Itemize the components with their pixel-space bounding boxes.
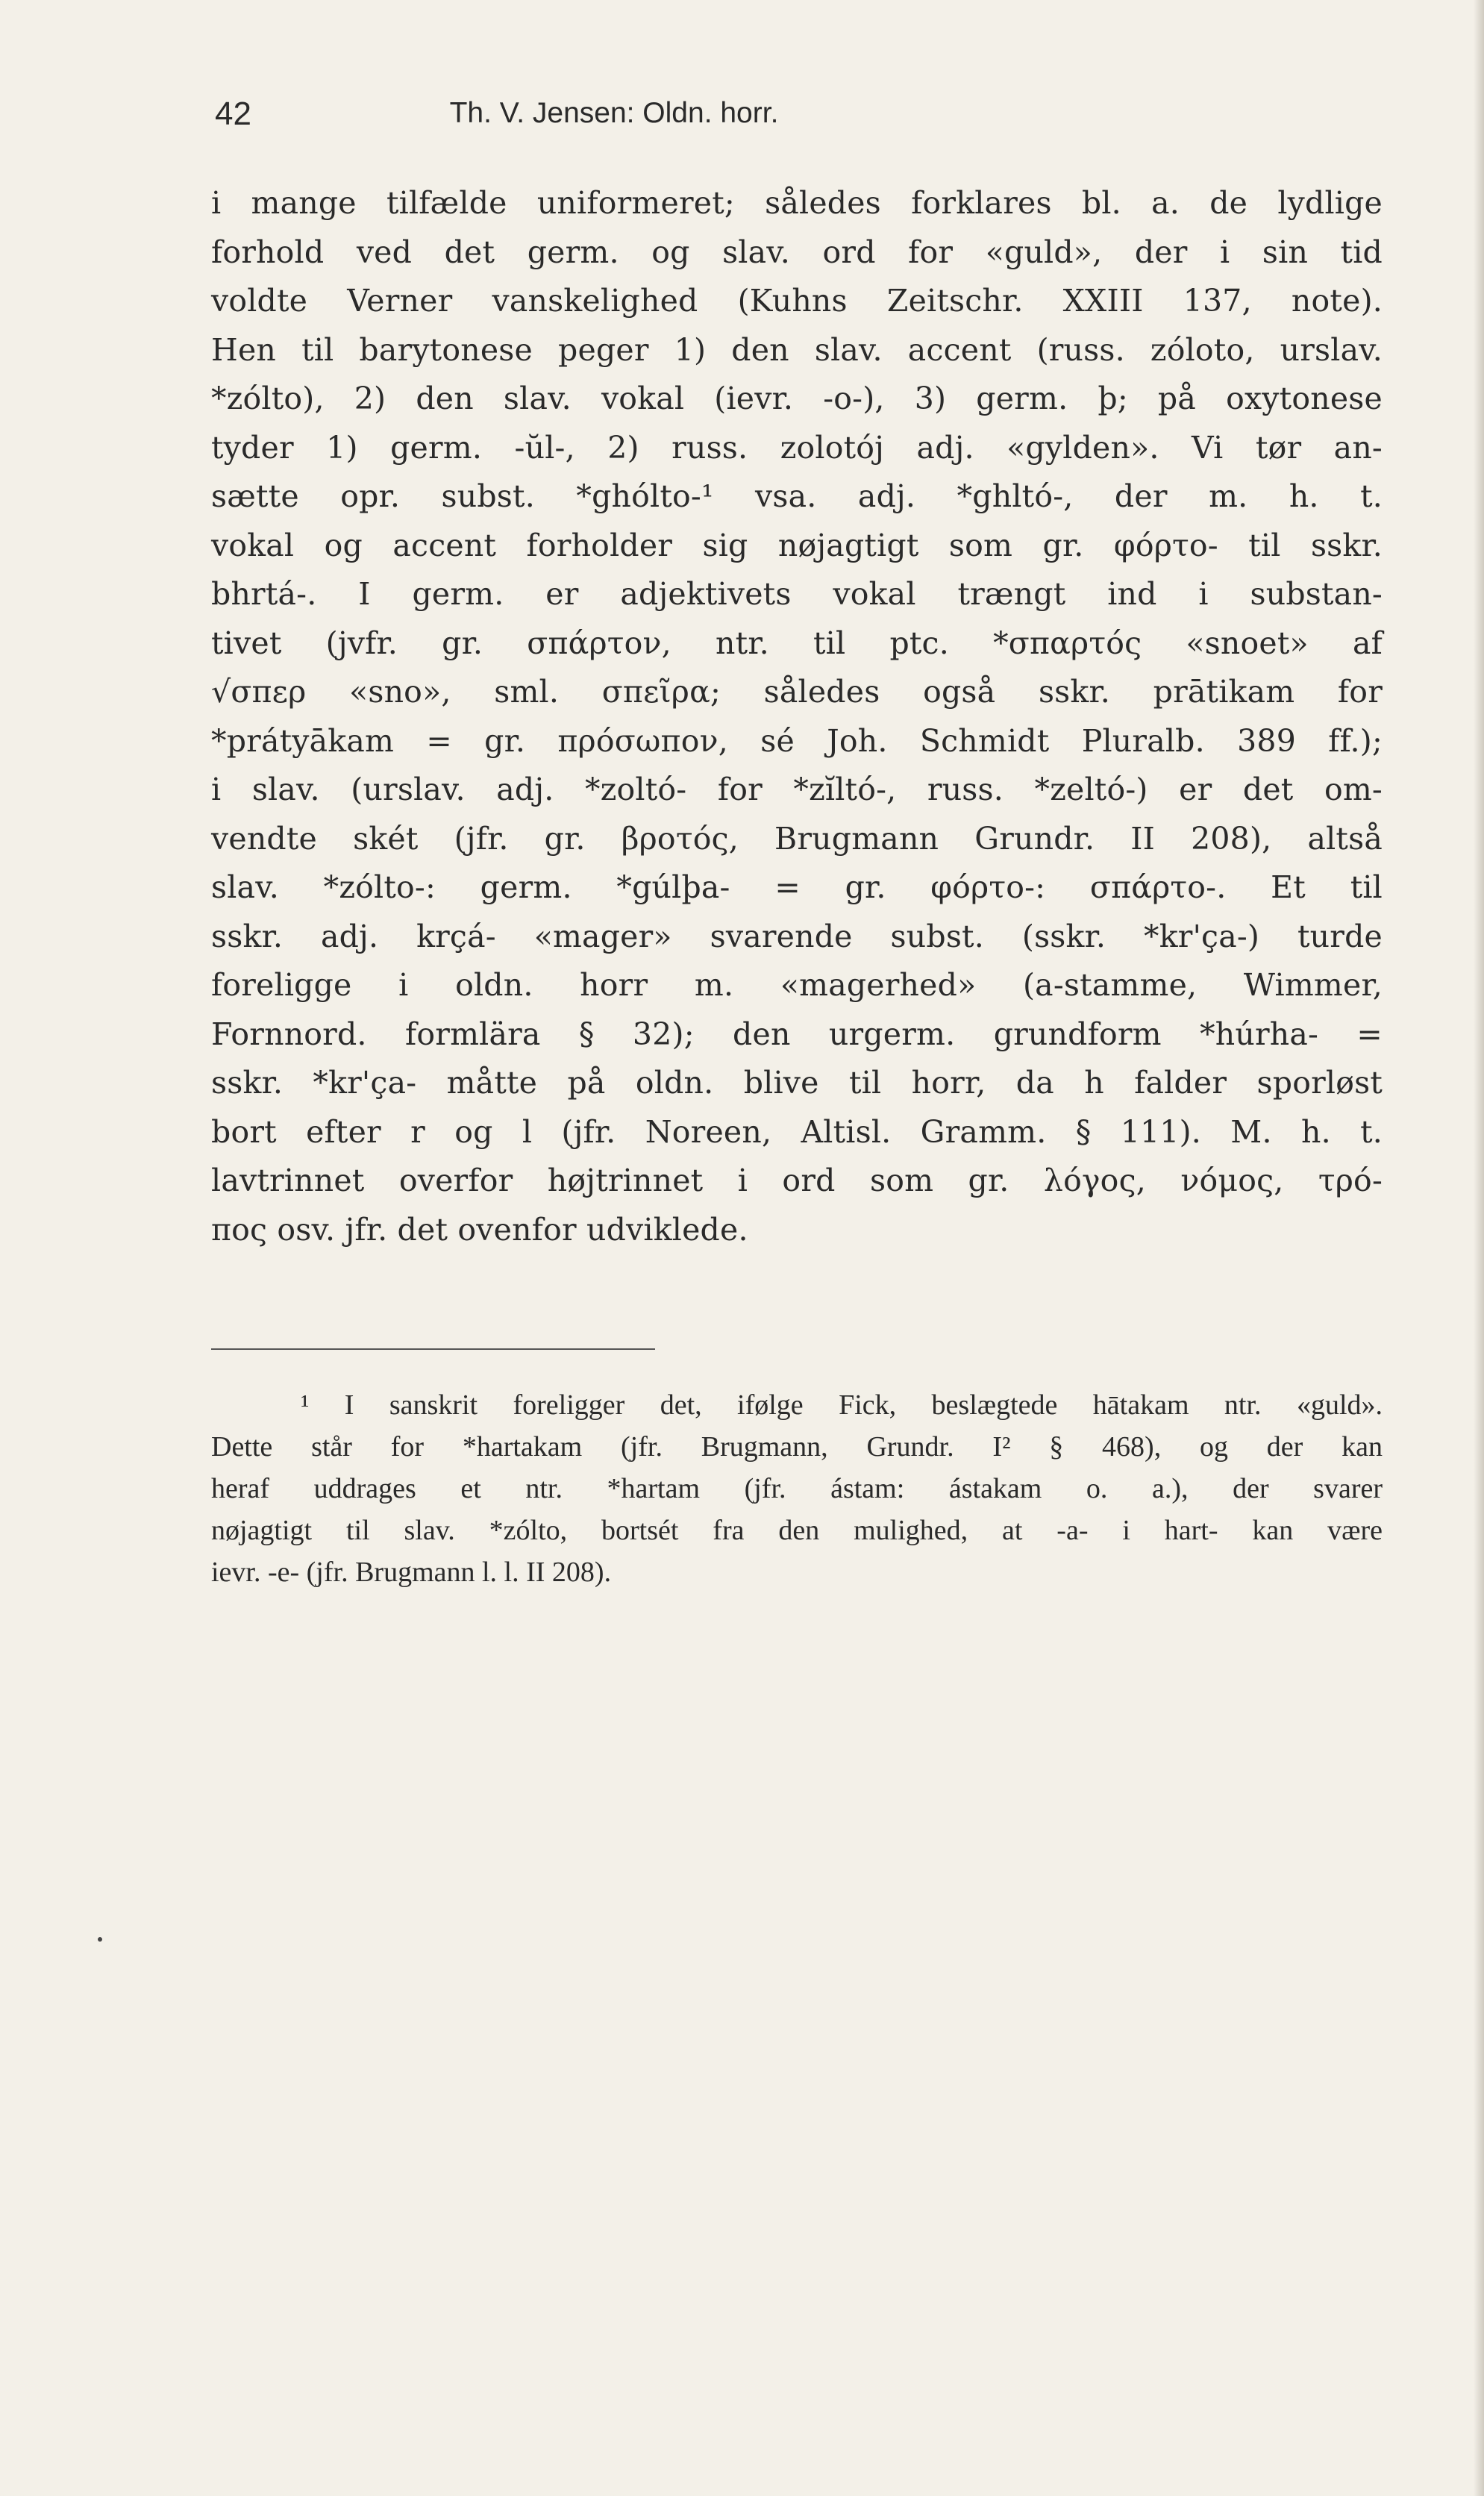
- running-title: Th. V. Jensen: Oldn. horr.: [449, 97, 779, 129]
- body-line: slav. *zólto-: germ. *gúlþa- = gr. φόρτο-: σπάρτο-. Et til: [211, 869, 1383, 905]
- body-line: *zólto), 2) den slav. vokal (ievr. -o-), 3) germ. þ; på oxytonese: [211, 381, 1383, 416]
- page-header: [215, 96, 1401, 140]
- page-number: 42: [215, 96, 251, 132]
- ink-speck: [98, 1937, 102, 1942]
- footnote: [211, 1384, 1383, 1593]
- body-line: *prátyākam = gr. πρόσωπον, sé Joh. Schmidt Pluralb. 389 ff.);: [211, 722, 1383, 759]
- page-edge-shadow: [1474, 0, 1484, 2496]
- body-line: πος osv. jfr. det ovenfor udviklede.: [211, 1211, 748, 1248]
- body-line: sskr. *kr'ça- måtte på oldn. blive til horr, da h falder sporløst: [211, 1065, 1383, 1101]
- body-line: voldte Verner vanskelighed (Kuhns Zeitschr. XXIII 137, note).: [211, 283, 1383, 319]
- footnote-line: ¹ I sanskrit foreligger det, ifølge Fick, beslægtede hātakam ntr. «guld».: [301, 1389, 1383, 1421]
- body-line: tyder 1) germ. -ŭl-, 2) russ. zolotój adj. «gylden». Vi tør an-: [211, 429, 1383, 466]
- footnote-line: nøjagtigt til slav. *zólto, bortsét fra den mulighed, at -a- i hart- kan være: [211, 1515, 1383, 1546]
- body-line: foreligge i oldn. horr m. «magerhed» (a-stamme, Wimmer,: [211, 967, 1383, 1003]
- body-line: tivet (jvfr. gr. σπάρτον, ntr. til ptc. *σπαρτός «snoet» af: [211, 625, 1383, 661]
- body-line: i slav. (urslav. adj. *zoltó- for *zĭltó-, russ. *zeltó-) er det om-: [211, 772, 1383, 807]
- body-line: vendte skét (jfr. gr. βροτός, Brugmann Grundr. II 208), altså: [211, 820, 1383, 857]
- body-line: vokal og accent forholder sig nøjagtigt som gr. φόρτο- til sskr.: [211, 527, 1383, 563]
- footnote-line: ievr. -e- (jfr. Brugmann l. l. II 208).: [211, 1557, 612, 1588]
- footnote-rule: [211, 1348, 655, 1350]
- body-line: lavtrinnet overfor højtrinnet i ord som gr. λόγος, νόμος, τρό-: [211, 1163, 1383, 1198]
- body-line: sætte opr. subst. *ghólto-¹ vsa. adj. *ghltó-, der m. h. t.: [211, 478, 1383, 514]
- body-line: Fornnord. formlära § 32); den urgerm. grundform *húrha- =: [211, 1016, 1383, 1052]
- body-text: [211, 179, 1383, 1254]
- body-line: Hen til barytonese peger 1) den slav. accent (russ. zóloto, urslav.: [211, 331, 1383, 368]
- body-line: √σπερ «sno», sml. σπεῖρα; således også sskr. prātikam for: [211, 674, 1383, 710]
- body-line: sskr. adj. krçá- «mager» svarende subst. (sskr. *kr'ça-) turde: [211, 918, 1383, 954]
- footnote-line: heraf uddrages et ntr. *hartam (jfr. ástam: ástakam o. a.), der svarer: [211, 1473, 1383, 1504]
- footnote-line: Dette står for *hartakam (jfr. Brugmann, Grundr. I² § 468), og der kan: [211, 1431, 1383, 1463]
- body-line: bhrtá-. I germ. er adjektivets vokal trængt ind i substan-: [211, 576, 1383, 612]
- body-line: forhold ved det germ. og slav. ord for «guld», der i sin tid: [211, 234, 1383, 270]
- body-line: i mange tilfælde uniformeret; således forklares bl. a. de lydlige: [211, 185, 1383, 221]
- body-line: bort efter r og l (jfr. Noreen, Altisl. Gramm. § 111). M. h. t.: [211, 1113, 1383, 1150]
